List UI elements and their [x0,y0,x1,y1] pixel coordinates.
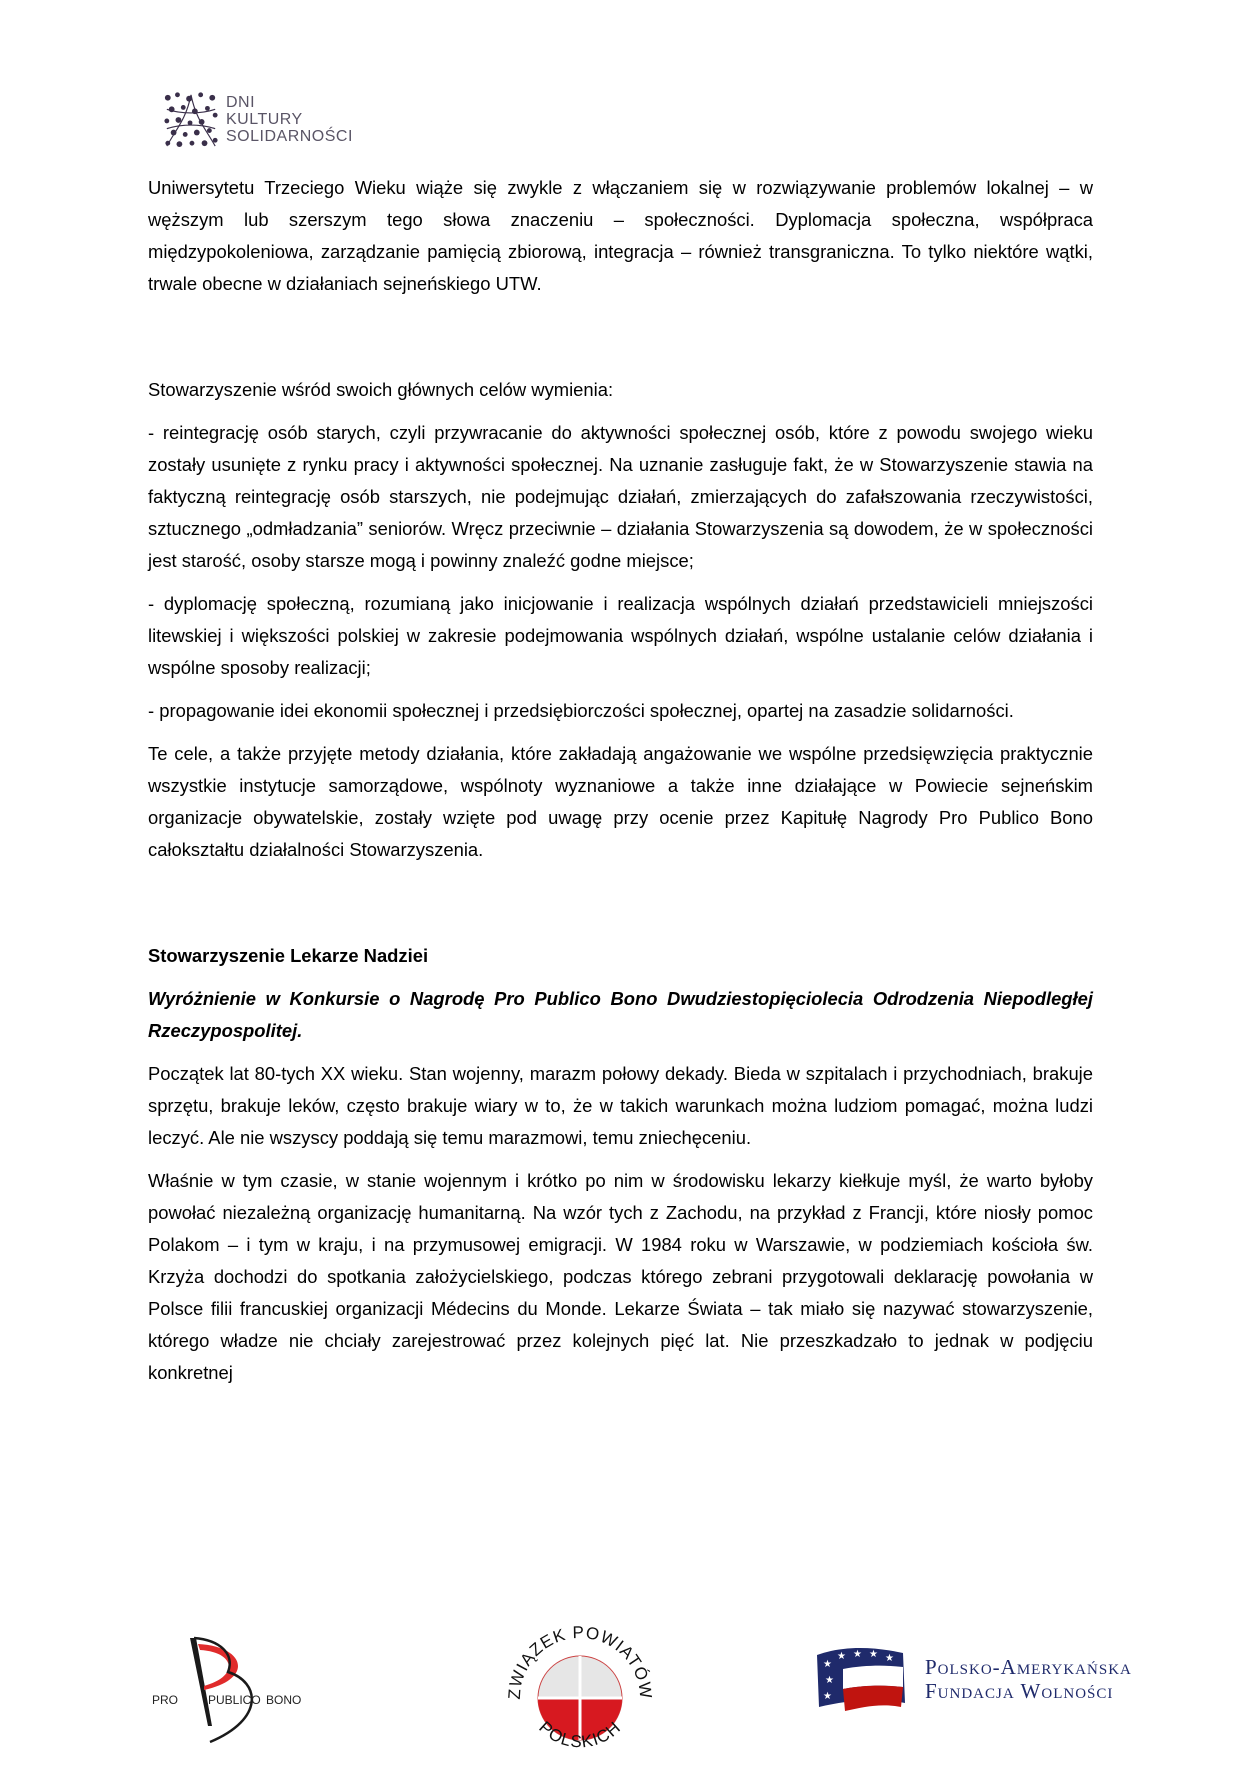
paragraph-goals-intro: Stowarzyszenie wśród swoich głównych celów wymienia: [148,379,614,400]
paragraph-goal-economy: - propagowanie idei ekonomii społecznej i przedsiębiorczości społecznej, opartej na zasadzie solidarności. [148,700,1014,721]
svg-text:★: ★ [823,1659,832,1670]
svg-text:★: ★ [885,1653,894,1664]
ppb-word-bono: BONO [266,1693,302,1707]
award-title: Wyróżnienie w Konkursie o Nagrodę Pro Publico Bono Dwudziestopięciolecia Odrodzenia Niepodległej Rzeczypospolitej. [148,988,1093,1041]
paragraph-methods: Te cele, a także przyjęte metody działania, które zakładają angażowanie we wspólne przedsięwzięcia praktycznie wszystkie instytucje samorządowe, wspólnoty wyznaniowe a także inne działające w Powiecie sejneńskim organizacje obywatelskie, zostały wzięte pod uwagę przy ocenie przez Kapitułę Nagrody Pro Publico Bono całokształtu działalności Stowarzyszenia. [148,743,1093,860]
svg-text:★: ★ [823,1691,832,1702]
paragraph-goal-reintegration: - reintegrację osób starych, czyli przywracanie do aktywności społecznej osób, które z powodu swojego wieku zostały usunięte z rynku pracy i aktywności społecznej. Na uznanie zasługuje fakt, że w Stowarzyszenie stawia na faktyczną reintegrację osób starszych, nie podejmując działań, zmierzających do zafałszowania rzeczywistości, sztucznego „odmładzania” seniorów. Wręcz przeciwnie – działania Stowarzyszenia są dowodem, że w społeczności jest starość, osoby starsze mogą i powinny znaleźć godne miejsce; [148,422,1093,571]
zwiazek-powiatow-polskich-logo [500,1620,660,1760]
logo-line-1: DNI [226,93,256,111]
logo-line-3: SOLIDARNOŚCI [226,127,353,145]
paragraph-goal-diplomacy: - dyplomację społeczną, rozumianą jako inicjowanie i realizacja wspólnych działań przedstawicieli mniejszości litewskiej i większości polskiej w zakresie podejmowania wspólnych działań, wspólne ustalanie celów działania i wspólne sposoby realizacji; [148,593,1093,678]
footer-logos [0,1620,1241,1752]
pro-publico-bono-logo [150,1634,320,1744]
pafw-line-1: Polsko-Amerykańska [925,1655,1132,1679]
zpp-top-text: ZWIĄZEK POWIATÓW [504,1622,656,1701]
logo-text [226,94,353,145]
dni-kultury-solidarnosci-logo [162,86,353,152]
paragraph-history-1: Początek lat 80-tych XX wieku. Stan wojenny, marazm połowy dekady. Bieda w szpitalach i przychodniach, brakuje sprzętu, brakuje leków, często brakuje wiary w to, że w takich warunkach można ludziom pomagać, można ludzi leczyć. Ale nie wszyscy poddają się temu marazmowi, temu zniechęceniu. [148,1063,1093,1148]
svg-text:★: ★ [837,1651,846,1662]
svg-text:★: ★ [853,1649,862,1660]
ppb-word-pro: PRO [152,1693,179,1707]
svg-text:★: ★ [869,1649,878,1660]
tree-ornament-icon [162,90,220,148]
pafw-logo [815,1645,1132,1715]
flag-icon [815,1645,913,1713]
paragraph-history-2: Właśnie w tym czasie, w stanie wojennym i krótko po nim w środowisku lekarzy kiełkuje myśl, że warto byłoby powołać niezależną organizację humanitarną. Na wzór tych z Zachodu, na przykład z Francji, które niosły pomoc Polakom – i tym w kraju, i na przymusowej emigracji. W 1984 roku w Warszawie, w podziemiach kościoła św. Krzyża dochodzi do spotkania założycielskiego, podczas którego zebrani przygotowali deklarację powołania w Polsce filii francuskiej organizacji Médecins du Monde. Lekarze Świata – tak miało się nazywać stowarzyszenie, którego władze nie chciały zarejestrować przez kolejnych pięć lat. Nie przeszkadzało to jednak w podjęciu konkretnej [148,1170,1093,1383]
svg-text:★: ★ [825,1675,834,1686]
pafw-line-2: Fundacja Wolności [925,1679,1114,1703]
section-heading: Stowarzyszenie Lekarze Nadziei [148,945,429,966]
logo-line-2: KULTURY [226,110,303,128]
paragraph-utw: Uniwersytetu Trzeciego Wieku wiąże się zwykle z włączaniem się w rozwiązywanie problemów lokalnej – w węższym lub szerszym tego słowa znaczeniu – społeczności. Dyplomacja społeczna, współpraca międzypokoleniowa, zarządzanie pamięcią zbiorową, integracja – również transgraniczna. To tylko niektóre wątki, trwale obecne w działaniach sejneńskiego UTW. [148,177,1093,294]
zpp-bottom-text: POLSKICH [535,1717,625,1752]
pafw-text [925,1655,1132,1703]
ppb-word-publico: PUBLICO [208,1693,261,1707]
document-body [148,172,1093,1389]
